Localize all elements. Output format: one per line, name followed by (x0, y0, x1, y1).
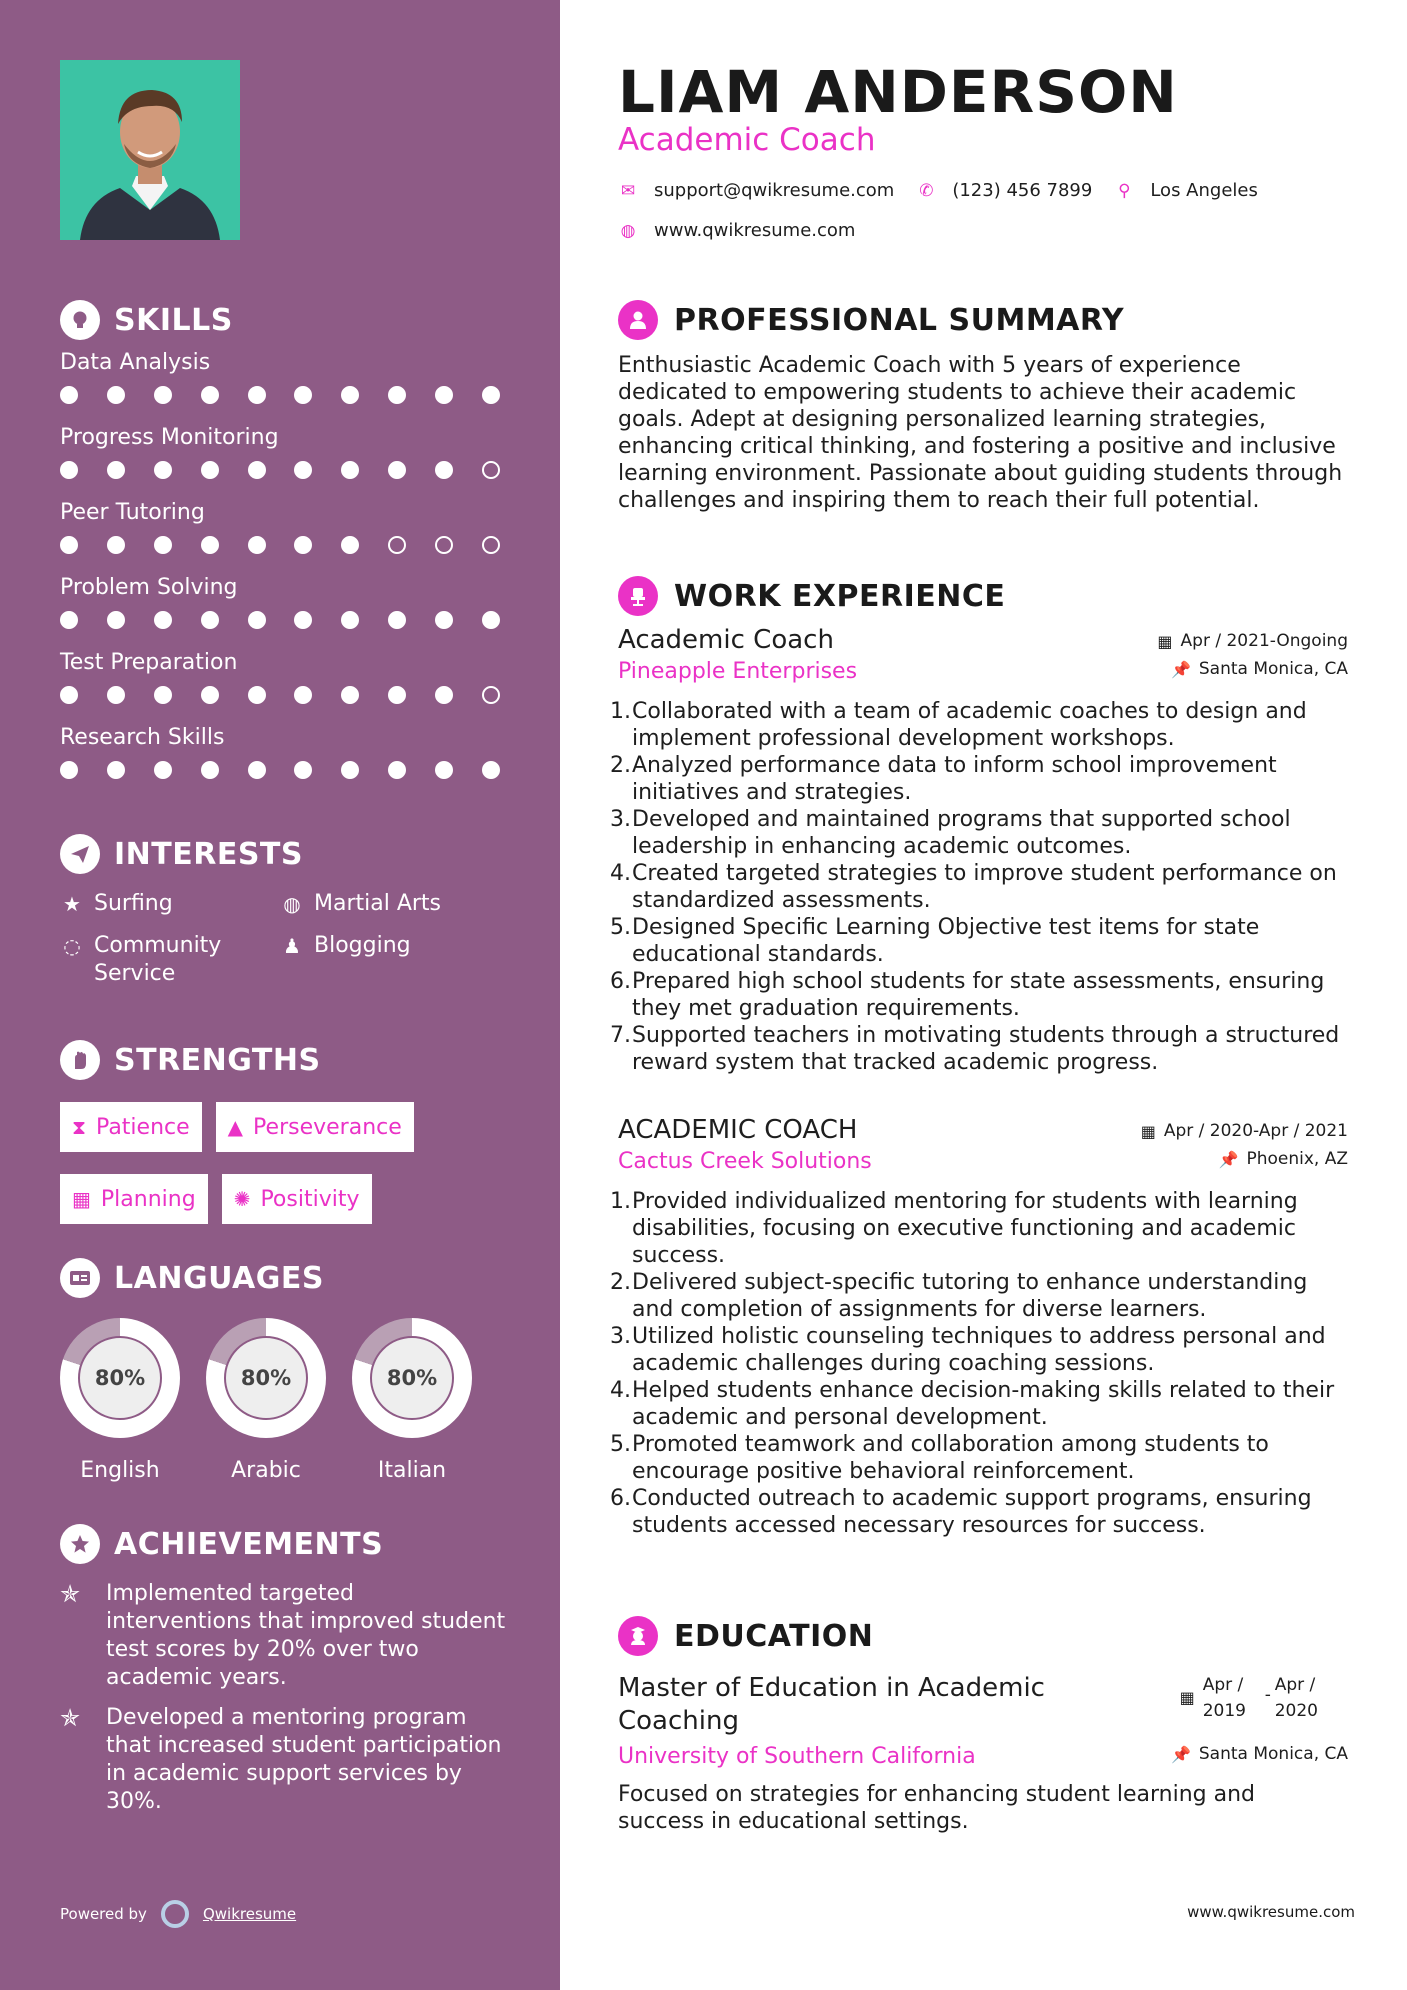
rating-dot (154, 686, 172, 704)
language-ring (206, 1318, 326, 1438)
degree: Master of Education in Academic Coaching (618, 1673, 1045, 1736)
job-entry (610, 1115, 1348, 1539)
skill-rating (60, 386, 500, 404)
strengths-heading (60, 1038, 520, 1082)
duty-text: Utilized holistic counseling techniques to address personal and academic challenges during coaching sessions. (632, 1324, 1326, 1376)
language-card-icon (60, 1258, 100, 1298)
website[interactable]: www.qwikresume.com (654, 220, 856, 241)
duty-text: Created targeted strategies to improve student performance on standardized assessments. (632, 861, 1337, 913)
rating-dot (341, 686, 359, 704)
languages-title: LANGUAGES (114, 1260, 324, 1296)
duty-number: 4. (610, 1378, 631, 1403)
job-title: Academic Coach (618, 625, 834, 655)
rating-dot (60, 386, 78, 404)
skills-title: SKILLS (114, 302, 233, 338)
rating-dot (248, 611, 266, 629)
language-ring (60, 1318, 180, 1438)
duty-text: Collaborated with a team of academic coaches to design and implement professional development workshops. (632, 699, 1307, 751)
rating-dot (248, 536, 266, 554)
powered-by: Powered by Qwikresume (60, 1900, 296, 1928)
map-pin-icon: ⚲ (1118, 180, 1131, 201)
company: Cactus Creek Solutions (618, 1149, 872, 1174)
duty-number: 3. (610, 1324, 631, 1349)
duty-item (610, 860, 1348, 914)
rating-dot (201, 386, 219, 404)
phone[interactable]: (123) 456 7899 (952, 180, 1093, 201)
globe-icon: ◍ (283, 892, 301, 916)
rating-dot (201, 611, 219, 629)
rating-dot (435, 686, 453, 704)
rating-dot (294, 536, 312, 554)
rating-dot (482, 761, 500, 779)
rating-dot (435, 386, 453, 404)
strength-tag: ▲ Perseverance (216, 1102, 414, 1152)
pin-icon: 📌 (1218, 1149, 1239, 1169)
email[interactable]: support@qwikresume.com (654, 180, 895, 201)
calendar-icon: ▦ (72, 1187, 91, 1211)
interest-item: ◍ Martial Arts (280, 890, 500, 918)
strengths-section (60, 1038, 520, 1224)
rating-dot (388, 386, 406, 404)
calendar-icon: ▦ (1157, 631, 1173, 651)
sparkle-star-icon: ✯ (60, 1580, 81, 1608)
duty-text: Prepared high school students for state assessments, ensuring they met graduation requirements. (632, 969, 1325, 1021)
rating-dot (341, 386, 359, 404)
duty-item (610, 914, 1348, 968)
rating-dot (107, 536, 125, 554)
rating-dot (294, 461, 312, 479)
brand-link[interactable]: Qwikresume (202, 1905, 297, 1923)
rating-dot (435, 761, 453, 779)
sparkle-star-icon: ✯ (60, 1704, 81, 1732)
rating-dot (201, 686, 219, 704)
rating-dot (154, 611, 172, 629)
duty-number: 2. (610, 753, 631, 778)
duty-item (610, 752, 1348, 806)
language-level: 80% (78, 1336, 162, 1420)
duty-number: 5. (610, 915, 631, 940)
duty-text: Delivered subject-specific tutoring to enhance understanding and completion of assignments for diverse learners. (632, 1270, 1308, 1322)
rating-dot (248, 761, 266, 779)
skill-rating (60, 536, 500, 554)
duty-number: 1. (610, 699, 631, 724)
skills-heading (60, 298, 520, 342)
education-description: Focused on strategies for enhancing student learning and success in educational settings. (618, 1782, 1255, 1834)
interest-item: ♟ Blogging (280, 932, 500, 988)
duty-item (610, 1188, 1348, 1269)
rating-dot (341, 761, 359, 779)
school-row (618, 1744, 1348, 1769)
rating-dot (201, 536, 219, 554)
summary-heading (618, 298, 1348, 342)
contact-line (618, 180, 1258, 201)
rating-dot (482, 461, 500, 479)
summary-text: Enthusiastic Academic Coach with 5 years of experience dedicated to empowering students to achieve their academic goals. Adept at designing personalized learning strategies, enhancing critical thinking, and fostering a positive and inclusive learning environment. Passionate about guiding students through challenges and inspiring them to reach their full potential. (618, 353, 1343, 513)
job-subheader (618, 1149, 1348, 1174)
interests-section (60, 832, 520, 988)
duty-item (610, 1323, 1348, 1377)
phone-icon: ✆ (919, 180, 934, 201)
duty-text: Analyzed performance data to inform school improvement initiatives and strategies. (632, 753, 1277, 805)
interests-list (60, 890, 520, 988)
skill-rating (60, 461, 500, 479)
hand-icon (60, 1040, 100, 1080)
user-icon (618, 300, 658, 340)
profile-photo (60, 60, 240, 240)
duty-number: 1. (610, 1189, 631, 1214)
rating-dot (248, 686, 266, 704)
chair-icon (618, 576, 658, 616)
sidebar (0, 0, 560, 1990)
rating-dot (248, 461, 266, 479)
rating-dot (435, 461, 453, 479)
rating-dot (154, 461, 172, 479)
education-heading (618, 1614, 1348, 1658)
rating-dot (388, 536, 406, 554)
job-header (618, 625, 1348, 655)
language-item (60, 1318, 180, 1483)
skill-item (60, 571, 520, 646)
candidate-name: LIAM ANDERSON (618, 58, 1178, 126)
footer-website[interactable]: www.qwikresume.com (1187, 1903, 1355, 1921)
rating-dot (60, 761, 78, 779)
sun-icon: ✺ (233, 1187, 251, 1211)
job-location: 📌 Santa Monica, CA (1170, 659, 1348, 679)
company: Pineapple Enterprises (618, 659, 858, 684)
language-name: Arabic (231, 1458, 301, 1483)
duty-item (610, 1269, 1348, 1323)
rating-dot (294, 386, 312, 404)
skill-name: Problem Solving (60, 575, 238, 600)
skill-name: Data Analysis (60, 350, 211, 375)
duty-number: 5. (610, 1432, 631, 1457)
skill-item (60, 721, 520, 796)
rating-dot (482, 686, 500, 704)
graduation-icon (618, 1616, 658, 1656)
rating-dot (154, 761, 172, 779)
rating-dot (482, 536, 500, 554)
strength-tag: ✺ Positivity (222, 1174, 372, 1224)
duty-item (610, 1377, 1348, 1431)
achievement-item: ✯ Implemented targeted interventions that improved student test scores by 20% over two academic years. (60, 1580, 506, 1690)
duty-text: Developed and maintained programs that supported school leadership in enhancing academic outcomes. (632, 807, 1291, 859)
lightbulb-icon (60, 300, 100, 340)
person-portrait-icon (60, 60, 240, 240)
language-level: 80% (370, 1336, 454, 1420)
language-ring (352, 1318, 472, 1438)
job-header (618, 1115, 1348, 1145)
skill-name: Test Preparation (60, 650, 238, 675)
skill-name: Research Skills (60, 725, 225, 750)
paper-plane-icon (60, 834, 100, 874)
skill-rating (60, 686, 500, 704)
duty-item (610, 698, 1348, 752)
rating-dot (341, 461, 359, 479)
job-entry (610, 625, 1348, 1076)
calendar-icon: ▦ (1140, 1121, 1156, 1141)
rating-dot (154, 536, 172, 554)
rating-dot (388, 761, 406, 779)
languages-heading (60, 1256, 520, 1300)
education-row (618, 1672, 1348, 1738)
rating-dot (107, 761, 125, 779)
job-duties (610, 1188, 1348, 1539)
envelope-icon: ✉ (620, 180, 636, 201)
rating-dot (294, 761, 312, 779)
hourglass-icon: ⧗ (72, 1115, 87, 1139)
rating-dot (60, 461, 78, 479)
duty-number: 2. (610, 1270, 631, 1295)
skill-name: Peer Tutoring (60, 500, 205, 525)
duty-number: 6. (610, 969, 631, 994)
rating-dot (341, 536, 359, 554)
education-section (618, 1614, 1348, 1835)
road-icon: ▲ (227, 1115, 244, 1139)
duty-number: 3. (610, 807, 631, 832)
rating-dot (201, 461, 219, 479)
duty-number: 6. (610, 1486, 631, 1511)
summary-title: PROFESSIONAL SUMMARY (674, 302, 1125, 338)
qwikresume-logo-icon (161, 1900, 189, 1928)
education-title: EDUCATION (674, 1618, 874, 1654)
location: Los Angeles (1150, 180, 1258, 201)
experience-heading (618, 574, 1348, 618)
achievement-item: ✯ Developed a mentoring program that increased student participation in academic support services by 30%. (60, 1704, 502, 1814)
pin-icon: 📌 (1170, 1744, 1191, 1764)
skill-item (60, 346, 520, 421)
job-dates: ▦ Apr / 2021-Ongoing (1157, 631, 1348, 651)
skill-rating (60, 611, 500, 629)
skill-rating (60, 761, 500, 779)
duty-item (610, 1022, 1348, 1076)
duty-number: 4. (610, 861, 631, 886)
language-level: 80% (224, 1336, 308, 1420)
achievements-heading (60, 1522, 520, 1566)
language-name: Italian (377, 1458, 447, 1483)
rating-dot (248, 386, 266, 404)
job-location: 📌 Phoenix, AZ (1218, 1149, 1348, 1169)
rating-dot (60, 611, 78, 629)
interests-title: INTERESTS (114, 836, 303, 872)
calendar-icon: ▦ (1179, 1688, 1195, 1707)
skill-item (60, 421, 520, 496)
education-dates: ▦ Apr / 2019 - Apr / 2020 (1179, 1675, 1318, 1721)
language-item (352, 1318, 472, 1483)
rating-dot (482, 611, 500, 629)
rating-dot (294, 611, 312, 629)
interest-item: ◌ Community Service (60, 932, 280, 988)
duty-item (610, 968, 1348, 1022)
duty-item (610, 1431, 1348, 1485)
duty-text: Conducted outreach to academic support programs, ensuring students accessed necessary resources for success. (632, 1486, 1312, 1538)
experience-title: WORK EXPERIENCE (674, 578, 1006, 614)
language-name: English (80, 1458, 160, 1483)
duty-text: Designed Specific Learning Objective test items for state educational standards. (632, 915, 1260, 967)
rating-dot (154, 386, 172, 404)
strength-tag: ⧗ Patience (60, 1102, 202, 1152)
skill-item (60, 496, 520, 571)
star-icon: ★ (63, 892, 81, 916)
rating-dot (107, 611, 125, 629)
school: University of Southern California (618, 1744, 976, 1769)
job-dates: ▦ Apr / 2020-Apr / 2021 (1140, 1121, 1348, 1141)
language-item (206, 1318, 326, 1483)
rating-dot (107, 461, 125, 479)
rating-dot (294, 686, 312, 704)
rating-dot (201, 761, 219, 779)
rating-dot (60, 536, 78, 554)
languages-list (60, 1318, 520, 1483)
rating-dot (388, 686, 406, 704)
rating-dot (107, 686, 125, 704)
experience-section (618, 574, 1348, 618)
duty-item (610, 806, 1348, 860)
pin-icon: 📌 (1170, 659, 1191, 679)
job-duties (610, 698, 1348, 1076)
summary-section (618, 298, 1348, 514)
website-line (618, 220, 855, 241)
rating-dot (341, 611, 359, 629)
rating-dot (388, 611, 406, 629)
skills-section (60, 298, 520, 796)
star-badge-icon (60, 1524, 100, 1564)
strengths-title: STRENGTHS (114, 1042, 321, 1078)
duty-text: Supported teachers in motivating students through a structured reward system that tracked academic progress. (632, 1023, 1340, 1075)
interest-item: ★ Surfing (60, 890, 280, 918)
languages-section (60, 1256, 520, 1483)
rating-dot (482, 386, 500, 404)
skill-name: Progress Monitoring (60, 425, 279, 450)
duty-text: Helped students enhance decision-making skills related to their academic and personal development. (632, 1378, 1335, 1430)
strength-tag: ▦ Planning (60, 1174, 208, 1224)
users-icon: ♟ (283, 934, 301, 958)
rating-dot (60, 686, 78, 704)
candidate-role: Academic Coach (618, 122, 876, 158)
badge-icon: ◌ (63, 934, 81, 958)
duty-text: Promoted teamwork and collaboration among students to encourage positive behavioral reinforcement. (632, 1432, 1269, 1484)
strength-tags (60, 1102, 480, 1224)
skills-list (60, 346, 520, 796)
job-title: ACADEMIC COACH (618, 1115, 858, 1145)
education-location: 📌 Santa Monica, CA (1170, 1744, 1348, 1764)
duty-number: 7. (610, 1023, 631, 1048)
globe-icon: ◍ (620, 220, 636, 241)
achievements-section (60, 1522, 520, 1816)
interests-heading (60, 832, 520, 876)
rating-dot (388, 461, 406, 479)
duty-text: Provided individualized mentoring for students with learning disabilities, focusing on executive functioning and academic success. (632, 1189, 1298, 1268)
rating-dot (107, 386, 125, 404)
rating-dot (435, 611, 453, 629)
achievements-title: ACHIEVEMENTS (114, 1526, 384, 1562)
rating-dot (435, 536, 453, 554)
duty-item (610, 1485, 1348, 1539)
skill-item (60, 646, 520, 721)
job-subheader (618, 659, 1348, 684)
